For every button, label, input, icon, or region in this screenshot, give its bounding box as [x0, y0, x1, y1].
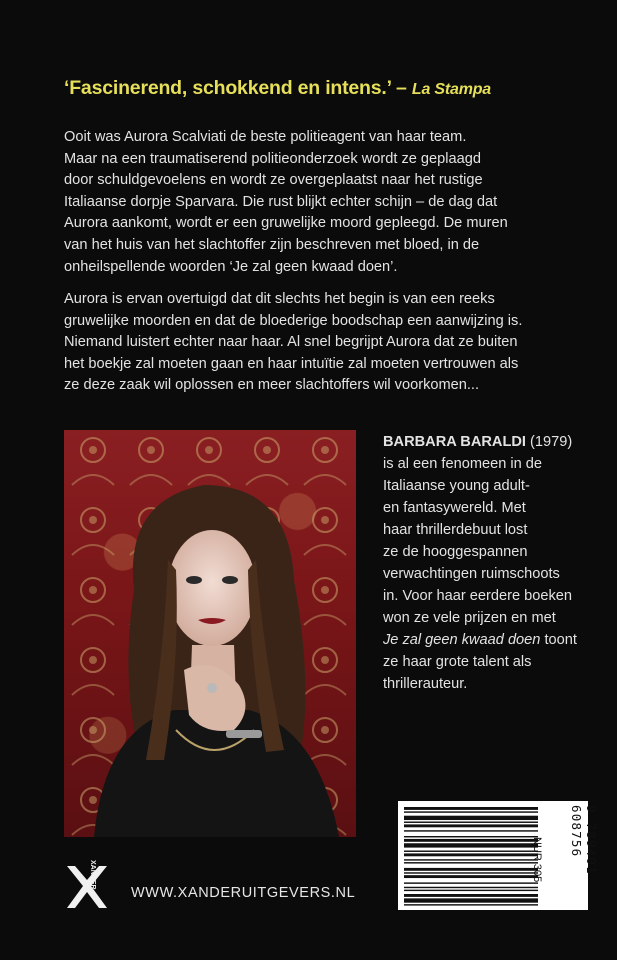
bio-line: is al een fenomeen in de	[383, 456, 543, 472]
blurb-line: ze deze zaak wil oplossen en meer slachtoffers wil voorkomen...	[64, 377, 480, 394]
blurb-line: het boekje zal moeten gaan en haar intuïtie zal moeten vertrouwen als	[64, 355, 519, 372]
blurb-paragraph-2	[64, 289, 564, 397]
barcode-bar	[404, 824, 538, 827]
blurb-line: Niemand luistert echter naar haar. Al snel begrijpt Aurora dat ze buiten	[64, 334, 518, 351]
bio-line: won ze vele prijzen en met	[383, 610, 556, 626]
bio-line: toont	[540, 632, 577, 648]
barcode-bar	[404, 822, 538, 823]
isbn-barcode	[398, 801, 599, 910]
barcode-bar	[404, 887, 538, 888]
author-portrait-illustration	[64, 430, 356, 837]
blurb-line: door schuldgevoelens en wordt ze overgeplaatst naar het rustige	[64, 172, 483, 189]
barcode-bar	[404, 875, 538, 878]
barcode-bar	[404, 890, 538, 891]
barcode-bar	[404, 836, 538, 837]
logo-text: XANDER	[89, 860, 96, 890]
nur-code: NUR 305	[531, 837, 543, 883]
barcode-bar	[404, 853, 538, 856]
author-name: BARBARA BARALDI	[383, 434, 526, 450]
barcode-bars	[398, 801, 588, 910]
barcode-bar	[404, 894, 538, 897]
barcode-bar	[404, 811, 538, 812]
author-bio	[383, 431, 593, 695]
quote-text: ‘Fascinerend, schokkend en intens.’	[64, 77, 391, 99]
barcode-bar	[404, 859, 538, 860]
barcode-bar	[404, 862, 538, 863]
barcode-bar	[404, 839, 538, 842]
review-quote	[64, 77, 584, 100]
blurb-line: Aurora aankomt, wordt er een gruwelijke moord gepleegd. De muren	[64, 215, 508, 232]
barcode-bar	[404, 868, 538, 871]
barcode-bar	[404, 843, 538, 847]
barcode-bar	[404, 872, 538, 873]
author-birth-year: (1979)	[525, 434, 573, 450]
blurb-line: Aurora is ervan overtuigd dat dit slechts het begin is van een reeks	[64, 291, 495, 307]
blurb-paragraph-1	[64, 127, 564, 278]
barcode-bar	[404, 882, 538, 883]
quote-dash: –	[390, 77, 412, 99]
barcode-bar	[404, 807, 538, 810]
barcode-bar	[404, 851, 538, 852]
barcode-bar	[404, 898, 538, 902]
blurb-line: onheilspellende woorden ‘Je zal geen kwaad doen’.	[64, 258, 398, 275]
bio-line: en fantasywereld. Met	[383, 500, 526, 516]
bio-line: haar thrillerdebuut lost	[383, 522, 528, 538]
barcode-bar	[404, 816, 538, 820]
blurb-line: van het huis van het slachtoffer zijn beschreven met bloed, in de	[64, 236, 480, 253]
bio-line: in. Voor haar eerdere boeken	[383, 588, 573, 604]
bio-line: ze de hooggespannen	[383, 544, 528, 560]
bio-line: Italiaanse young adult-	[383, 478, 530, 494]
bio-line: thrillerauteur.	[383, 676, 468, 692]
bio-line: ze haar grote talent als	[383, 654, 532, 670]
barcode-bar	[404, 830, 538, 831]
publisher-url[interactable]: WWW.XANDERUITGEVERS.NL	[131, 885, 356, 901]
blurb-line: Maar na een traumatiserend politieonderzoek wordt ze geplaagd	[64, 150, 481, 167]
book-title: Je zal geen kwaad doen	[383, 632, 541, 648]
barcode-bar	[404, 904, 538, 905]
blurb-line: Italiaanse dorpje Sparvara. Die rust blijkt echter schijn – de dag dat	[64, 193, 498, 210]
blurb-line: Ooit was Aurora Scalviati de beste politieagent van haar team.	[64, 129, 467, 145]
blurb-line: gruwelijke moorden en dat de bloederige boodschap een aanwijzing is.	[64, 312, 523, 329]
isbn-number: 9 789401 608756	[569, 805, 599, 875]
author-photo	[64, 430, 356, 837]
xander-logo-icon	[63, 856, 109, 916]
quote-source: La Stampa	[411, 81, 491, 98]
bio-line: verwachtingen ruimschoots	[383, 566, 560, 582]
